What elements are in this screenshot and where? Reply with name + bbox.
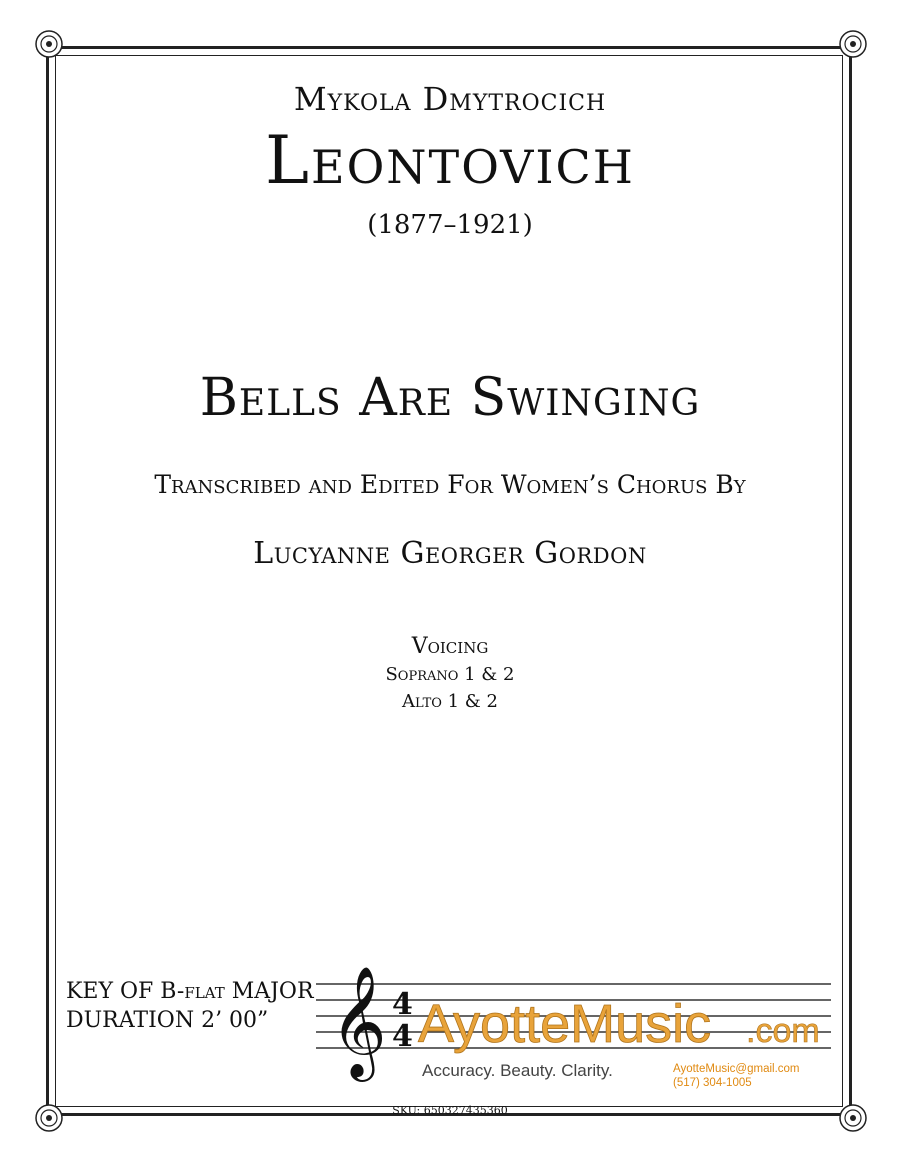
time-signature-top: 4 <box>392 987 413 1022</box>
sku-label: SKU: 650327435360 <box>392 1104 508 1117</box>
publisher-phone: (517) 304-1005 <box>673 1077 752 1089</box>
logo-wordmark: AyotteMusic <box>418 994 712 1054</box>
piece-title: Bells Are Swinging <box>199 368 701 428</box>
composer-dates: (1877–1921) <box>367 210 533 240</box>
subtitle: Transcribed and Edited For Women’s Chorus By <box>154 470 746 499</box>
corner-ornament-icon <box>34 29 64 59</box>
voicing-heading: Voicing <box>411 634 489 659</box>
logo-domain: .com <box>746 1012 820 1050</box>
arranger-name: Lucyanne Georger Gordon <box>253 536 647 571</box>
composer-last-name: Leontovich <box>265 122 635 199</box>
time-signature-bottom: 4 <box>392 1019 413 1054</box>
voicing-line: Soprano 1 & 2 <box>385 664 515 685</box>
key-signature-label: KEY OF B-flat MAJOR <box>66 979 314 1004</box>
corner-ornament-icon <box>838 29 868 59</box>
voicing-line: Alto 1 & 2 <box>402 691 498 712</box>
publisher-contact <box>673 1062 800 1090</box>
duration-label: DURATION 2’ 00” <box>66 1008 269 1033</box>
composer-first-names: Mykola Dmytrocich <box>293 80 607 118</box>
logo-tagline: Accuracy. Beauty. Clarity. <box>422 1061 613 1080</box>
treble-clef-icon: 𝄞 <box>330 966 387 1077</box>
publisher-email: AyotteMusic@gmail.com <box>673 1063 800 1075</box>
